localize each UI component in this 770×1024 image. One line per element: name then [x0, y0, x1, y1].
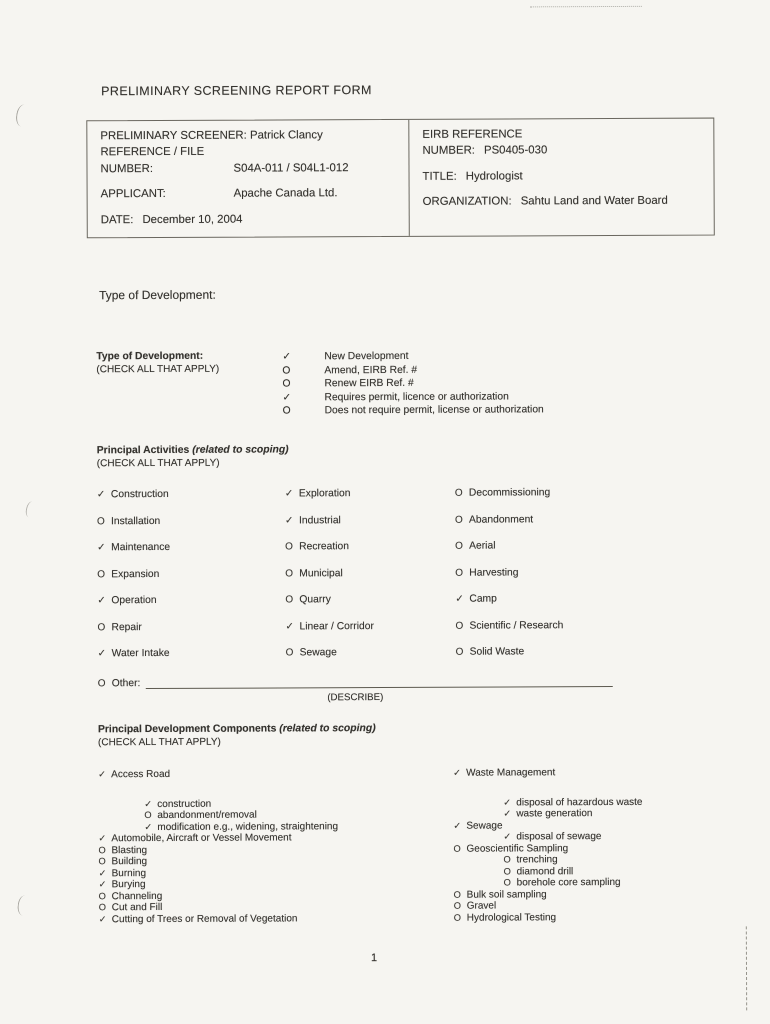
activity-item: [456, 646, 718, 674]
screener-line: [100, 127, 399, 145]
eirb-number-value: PS0405-030: [483, 144, 548, 157]
checkbox-mark: O: [285, 594, 294, 606]
component-item: [454, 911, 719, 924]
eirb-number-line: [422, 142, 704, 160]
component-label: Building: [111, 856, 148, 868]
header-table: [86, 118, 715, 239]
activity-item: [97, 621, 285, 648]
component-label: Cutting of Trees or Removal of Vegetation: [111, 912, 298, 925]
applicant-label: APPLICANT:: [100, 188, 166, 201]
checkbox-mark: O: [453, 912, 462, 923]
checkbox-mark: O: [97, 621, 106, 633]
checkbox-mark: O: [455, 620, 464, 632]
activity-label: Expansion: [111, 568, 160, 580]
other-fill-in-line: [145, 676, 612, 689]
option-label: New Development: [324, 350, 409, 363]
component-label: waste generation: [516, 808, 593, 820]
activity-item: [97, 541, 285, 568]
checkbox-mark: O: [455, 567, 464, 579]
component-label: Hydrological Testing: [466, 911, 557, 924]
checkbox-mark: ✓: [98, 833, 107, 844]
date-line: [101, 211, 400, 229]
file-number-value: S04A-011 / S04L1-012: [233, 161, 349, 175]
file-number-label: NUMBER:: [100, 162, 154, 176]
component-label: Burning: [111, 867, 147, 879]
checkbox-mark: ✓: [96, 489, 106, 501]
component-label: trenching: [516, 854, 558, 866]
checkbox-mark: ✓: [144, 821, 153, 832]
checkbox-mark: O: [98, 856, 106, 867]
activity-item: [98, 647, 286, 674]
checkbox-mark: ✓: [98, 769, 106, 780]
components-right-column: [453, 767, 719, 924]
heading-text: Principal Activities: [96, 444, 193, 457]
checkbox-mark: ✓: [453, 767, 461, 778]
component-item: [98, 768, 453, 781]
checkbox-mark: ✓: [503, 808, 512, 819]
activity-label: Abandonment: [469, 513, 534, 526]
other-activity-row: [98, 676, 613, 690]
checkbox-mark: ✓: [97, 542, 106, 554]
activities-grid: [97, 487, 718, 675]
checkbox-mark: ✓: [144, 798, 153, 809]
activity-label: Construction: [110, 488, 169, 501]
check-all-instruction: (CHECK ALL THAT APPLY): [96, 363, 220, 375]
activity-label: Linear / Corridor: [299, 620, 374, 632]
organization-line: [423, 193, 705, 211]
checkbox-mark: O: [453, 900, 461, 911]
type-option: [279, 349, 543, 364]
checkbox-mark: O: [285, 541, 293, 553]
checkbox-mark: ✓: [98, 879, 107, 890]
activity-item: [455, 487, 717, 515]
component-label: Blasting: [111, 844, 148, 856]
checkbox-mark: ✓: [282, 351, 291, 363]
title-label: TITLE:: [422, 170, 457, 183]
scan-artifact-pen-mark: [24, 501, 36, 518]
component-label: Sewage: [466, 819, 503, 832]
activity-label: Aerial: [469, 540, 496, 552]
checkbox-mark: ✓: [284, 488, 294, 500]
type-option: [280, 403, 544, 418]
component-label: Bulk soil sampling: [466, 888, 547, 901]
activity-item: [455, 619, 717, 647]
scan-artifact-pen-mark: [15, 104, 31, 128]
checkbox-mark: ✓: [97, 595, 106, 607]
checkbox-mark: O: [455, 540, 463, 552]
checkbox-mark: ✓: [97, 648, 107, 660]
component-label: Geoscientific Sampling: [466, 842, 569, 855]
checkbox-mark: ✓: [285, 514, 294, 526]
checkbox-mark: ✓: [453, 820, 462, 831]
activities-column-3: [455, 487, 718, 674]
activity-item: [97, 568, 285, 595]
page-number: 1: [370, 952, 378, 965]
eirb-number-label: NUMBER:: [422, 145, 475, 158]
checkbox-mark: O: [503, 854, 511, 865]
document-title: PRELIMINARY SCREENING REPORT FORM: [101, 83, 372, 99]
components-columns: [98, 767, 719, 926]
title-value: Hydrologist: [465, 170, 523, 183]
component-item: [453, 767, 718, 780]
check-all-instruction: (CHECK ALL THAT APPLY): [96, 457, 220, 470]
activity-label: Quarry: [299, 594, 331, 606]
checkbox-mark: O: [282, 378, 291, 390]
activity-label: Industrial: [299, 514, 341, 526]
option-label: Amend, EIRB Ref. #: [324, 364, 418, 376]
activity-label: Installation: [111, 515, 161, 527]
activity-item: [97, 594, 285, 621]
activity-label: Solid Waste: [469, 646, 525, 658]
title-line: [423, 167, 705, 185]
check-all-instruction: (CHECK ALL THAT APPLY): [97, 736, 221, 749]
checkbox-mark: O: [144, 810, 152, 821]
activity-item: [455, 540, 717, 568]
activity-label: Exploration: [298, 488, 351, 500]
principal-components-section: [98, 721, 719, 926]
checkbox-mark: O: [455, 646, 464, 658]
checkbox-mark: ✓: [503, 796, 512, 807]
activity-label: Maintenance: [111, 541, 171, 554]
header-right-cell: [409, 119, 714, 236]
component-label: Access Road: [111, 768, 171, 781]
checkbox-mark: ✓: [455, 593, 464, 605]
component-item: [99, 912, 454, 925]
component-label: disposal of sewage: [516, 831, 602, 843]
describe-caption: (DESCRIBE): [327, 691, 384, 703]
type-of-development-options: [279, 349, 544, 418]
checkbox-mark: O: [97, 677, 106, 689]
heading-italic-text: (related to scoping): [192, 444, 289, 456]
principal-activities-section: [97, 442, 718, 704]
reference-file-label: REFERENCE / FILE: [100, 146, 205, 159]
component-label: Burying: [111, 879, 146, 891]
activity-item: [285, 541, 455, 568]
checkbox-mark: ✓: [503, 831, 512, 842]
activity-item: [285, 567, 455, 594]
checkbox-mark: O: [98, 890, 106, 901]
component-label: borehole core sampling: [516, 876, 621, 889]
other-label: Other:: [111, 677, 141, 689]
component-label: Channeling: [111, 890, 163, 902]
component-label: Automobile, Aircraft or Vessel Movement: [111, 832, 292, 845]
checkbox-mark: ✓: [98, 913, 107, 924]
component-label: modification e.g., widening, straightening: [157, 820, 339, 833]
screener-value: Patrick Clancy: [249, 129, 323, 142]
option-label: Requires permit, licence or authorization: [324, 390, 509, 403]
component-label: disposal of hazardous waste: [516, 796, 643, 808]
type-option: [279, 376, 543, 391]
type-of-development-section: [96, 349, 544, 418]
heading-text: Principal Development Components: [97, 723, 280, 736]
organization-label: ORGANIZATION:: [422, 195, 512, 209]
checkbox-mark: ✓: [282, 391, 292, 403]
checkbox-mark: O: [97, 568, 106, 580]
component-label: diamond drill: [516, 865, 574, 877]
checkbox-mark: O: [503, 865, 511, 876]
applicant-line: [101, 185, 400, 203]
activity-item: [286, 647, 456, 674]
activity-label: Operation: [111, 594, 157, 607]
activities-column-1: [97, 488, 286, 674]
activity-label: Harvesting: [469, 566, 519, 579]
type-of-development-label-block: [96, 350, 279, 418]
checkbox-mark: ✓: [285, 620, 294, 632]
activity-item: [455, 513, 717, 541]
activity-label: Decommissioning: [468, 487, 551, 499]
activity-label: Camp: [469, 593, 497, 605]
organization-value: Sahtu Land and Water Board: [520, 194, 668, 208]
checkbox-mark: ✓: [98, 867, 107, 878]
checkbox-mark: O: [98, 844, 106, 855]
activity-item: [285, 594, 455, 621]
scan-artifact-pen-mark: [17, 895, 31, 916]
components-left-column: [98, 768, 454, 926]
activity-label: Scientific / Research: [469, 619, 564, 632]
date-label: DATE:: [100, 213, 134, 226]
checkbox-mark: O: [282, 364, 291, 376]
type-option: [279, 390, 543, 405]
file-number-line: [100, 160, 399, 178]
checkbox-mark: O: [97, 515, 105, 527]
header-left-cell: [87, 120, 410, 237]
scan-artifact-dashed-edge: [746, 926, 747, 1010]
checkbox-mark: O: [453, 843, 461, 854]
option-label: Does not require permit, license or authorization: [324, 404, 544, 417]
component-label: Cut and Fill: [111, 901, 163, 914]
activities-column-2: [285, 488, 456, 674]
activity-item: [285, 514, 455, 541]
activity-item: [285, 488, 455, 515]
checkbox-mark: O: [454, 487, 463, 499]
checkbox-mark: O: [503, 877, 511, 888]
activity-item: [455, 593, 717, 621]
activity-item: [455, 566, 717, 594]
activity-label: Recreation: [299, 541, 349, 553]
component-label: abandonment/removal: [157, 809, 257, 821]
activity-label: Sewage: [299, 647, 337, 659]
activity-item: [285, 620, 455, 647]
screener-label: PRELIMINARY SCREENER:: [100, 129, 247, 143]
type-of-development-label: Type of Development:: [96, 350, 204, 363]
checkbox-mark: O: [455, 514, 463, 526]
component-label: Waste Management: [466, 767, 556, 779]
heading-italic-text: (related to scoping): [279, 723, 376, 735]
component-label: construction: [157, 798, 212, 810]
component-label: Gravel: [466, 900, 497, 912]
section-heading: Type of Development:: [99, 287, 216, 303]
scan-artifact-dotted-line: [530, 6, 642, 7]
eirb-reference-label: EIRB REFERENCE: [422, 128, 523, 141]
activity-label: Water Intake: [111, 647, 170, 660]
checkbox-mark: O: [282, 405, 291, 417]
checkbox-mark: O: [98, 902, 106, 913]
activity-label: Repair: [111, 621, 142, 633]
activity-item: [97, 515, 285, 542]
date-value: December 10, 2004: [142, 213, 243, 226]
activity-label: Municipal: [299, 567, 343, 579]
applicant-value: Apache Canada Ltd.: [233, 187, 338, 200]
activity-item: [97, 488, 285, 515]
checkbox-mark: O: [453, 889, 461, 900]
type-option: [279, 363, 543, 378]
checkbox-mark: O: [285, 647, 294, 659]
checkbox-mark: O: [285, 567, 294, 579]
option-label: Renew EIRB Ref. #: [324, 377, 414, 390]
